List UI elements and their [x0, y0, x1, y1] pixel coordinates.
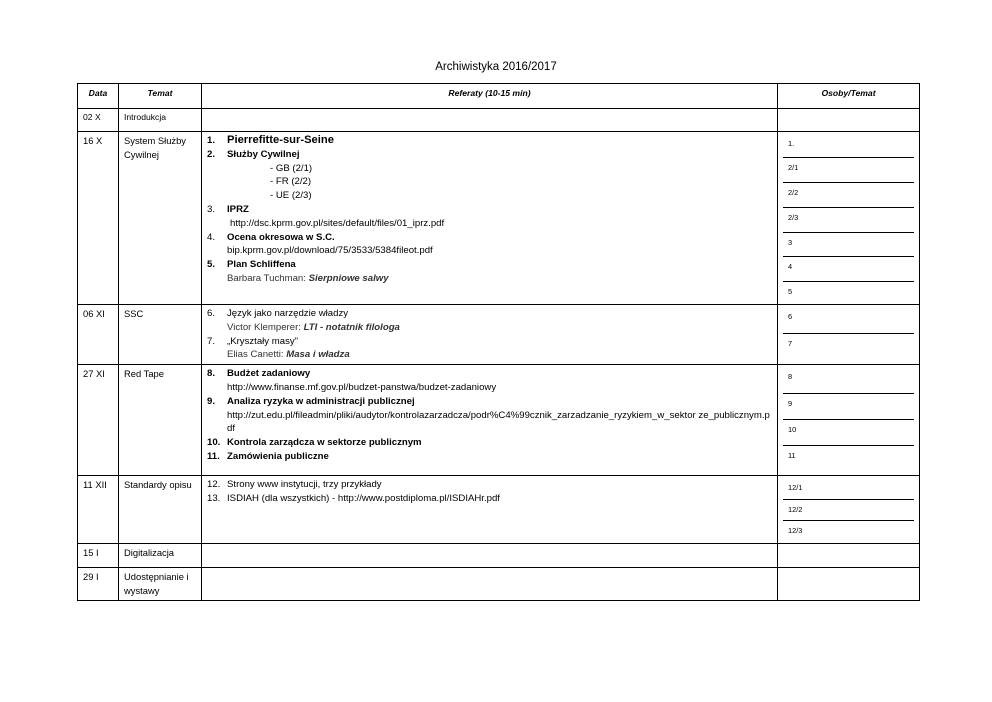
- row-papers: [202, 568, 778, 601]
- list-item: 5. Plan Schliffena Barbara Tuchman: Sierpniowe salwy: [207, 259, 389, 284]
- row-topic: SSC: [119, 305, 202, 365]
- person-slot[interactable]: 8: [783, 367, 914, 394]
- person-slot[interactable]: 1.: [783, 134, 914, 158]
- paper-link[interactable]: bip.kprm.gov.pl/download/75/3533/5384fileot.pdf: [227, 245, 433, 257]
- table-row: [78, 109, 920, 132]
- row-persons: [778, 365, 920, 476]
- header-topic: Temat: [119, 84, 202, 109]
- book-title: Sierpniowe salwy: [308, 272, 389, 284]
- table-row: [78, 568, 920, 601]
- table-row: [78, 305, 920, 365]
- table-row: [78, 365, 920, 476]
- header-persons: Osoby/Temat: [778, 84, 920, 109]
- person-slot[interactable]: 9: [783, 394, 914, 420]
- row-topic: Udostępnianie i wystawy: [119, 568, 202, 601]
- row-papers: [202, 544, 778, 568]
- row-persons: [778, 305, 920, 365]
- person-slot[interactable]: 2/1: [783, 158, 914, 183]
- row-date: 06 XI: [78, 305, 119, 365]
- person-slot[interactable]: 12/3: [788, 526, 803, 536]
- header-date: Data: [78, 84, 119, 109]
- list-item: 6. Język jako narzędzie władzy Victor Klemperer: LTI - notatnik filologa: [207, 308, 400, 333]
- row-date: 15 I: [78, 544, 119, 568]
- person-slot[interactable]: 6: [783, 307, 914, 334]
- book-title: LTI - notatnik filologa: [303, 321, 400, 333]
- row-persons: [778, 109, 920, 132]
- row-topic: System Służby Cywilnej: [119, 132, 202, 305]
- schedule-table: [77, 83, 920, 601]
- papers-list: [207, 478, 772, 506]
- paper-link[interactable]: http://dsc.kprm.gov.pl/sites/default/files/01_iprz.pdf: [230, 217, 445, 229]
- list-item: 4. Ocena okresowa w S.C. bip.kprm.gov.pl/download/75/3533/5384fileot.pdf: [207, 231, 772, 259]
- row-papers: [202, 109, 778, 132]
- person-slot[interactable]: 12/2: [783, 500, 914, 521]
- person-slot[interactable]: 3: [783, 233, 914, 257]
- person-slot[interactable]: 5: [788, 287, 793, 296]
- book-author: Victor Klemperer:: [227, 321, 304, 333]
- row-date: 27 XI: [78, 365, 119, 476]
- papers-list: [207, 307, 772, 362]
- list-item: 1. Pierrefitte-sur-Seine: [207, 134, 334, 146]
- row-persons: [778, 476, 920, 544]
- row-topic: Red Tape: [119, 365, 202, 476]
- list-item: 7. „Kryształy masy” Elias Canetti: Masa i władza: [207, 335, 350, 361]
- book-author: Elias Canetti:: [227, 349, 287, 361]
- document-title: Archiwistyka 2016/2017: [435, 61, 557, 73]
- row-topic: Standardy opisu: [119, 476, 202, 544]
- row-papers: [202, 365, 778, 476]
- list-item: 11. Zamówienia publiczne: [207, 450, 329, 462]
- table-row: [78, 544, 920, 568]
- list-item: 3. IPRZ http://dsc.kprm.gov.pl/sites/default/files/01_iprz.pdf: [207, 203, 772, 231]
- table-row: [78, 476, 920, 544]
- list-item: 12. Strony www instytucji, trzy przykłady: [207, 479, 382, 491]
- row-persons: [778, 544, 920, 568]
- row-persons: [778, 568, 920, 601]
- person-slot[interactable]: 4: [783, 257, 914, 282]
- list-item: 13. ISDIAH (dla wszystkich) - http://www.postdiploma.pl/ISDIAHr.pdf: [207, 492, 500, 504]
- row-persons: [778, 132, 920, 305]
- list-item: 9. Analiza ryzyka w administracji publicznej http://zut.edu.pl/fileadmin/pliki/audytor/kontrolazarzadcza/podr%C4%99cznik_zarzadzanie_ryzykiem_w_sektor ze_publicznym.pdf: [207, 395, 772, 436]
- row-date: 11 XII: [78, 476, 119, 544]
- row-date: 29 I: [78, 568, 119, 601]
- row-date: 02 X: [78, 109, 119, 132]
- list-item: 10. Kontrola zarządcza w sektorze publicznym: [207, 437, 422, 449]
- paper-link[interactable]: http://www.finanse.mf.gov.pl/budzet-panstwa/budzet-zadaniowy: [227, 381, 497, 393]
- row-topic: Digitalizacja: [119, 544, 202, 568]
- header-row: [78, 84, 920, 109]
- papers-list: [207, 134, 772, 286]
- header-papers: Referaty (10-15 min): [202, 84, 778, 109]
- person-slot[interactable]: 2/3: [783, 208, 914, 233]
- person-slot[interactable]: 7: [788, 339, 793, 348]
- book-title: Masa i władza: [286, 349, 350, 361]
- papers-list: [207, 367, 772, 464]
- person-slot[interactable]: 11: [788, 451, 796, 461]
- row-topic: Introdukcja: [119, 109, 202, 132]
- list-item: 8. Budżet zadaniowy http://www.finanse.mf.gov.pl/budzet-panstwa/budzet-zadaniowy: [207, 367, 772, 395]
- row-date: 16 X: [78, 132, 119, 305]
- person-slot[interactable]: 10: [783, 420, 914, 446]
- list-item: 2. Służby Cywilnej - GB (2/1) - FR (2/2) - UE (2/3): [207, 148, 313, 202]
- row-papers: [202, 476, 778, 544]
- paper-link[interactable]: http://zut.edu.pl/fileadmin/pliki/audytor/kontrolazarzadcza/podr%C4%99cznik_zarzadzanie_ryzykiem_w_sektor ze_publicznym.pdf: [227, 409, 770, 435]
- row-papers: [202, 305, 778, 365]
- person-slot[interactable]: 2/2: [783, 183, 914, 208]
- row-papers: [202, 132, 778, 305]
- table-row: [78, 132, 920, 305]
- person-slot[interactable]: 12/1: [783, 478, 914, 500]
- book-author: Barbara Tuchman:: [227, 272, 309, 284]
